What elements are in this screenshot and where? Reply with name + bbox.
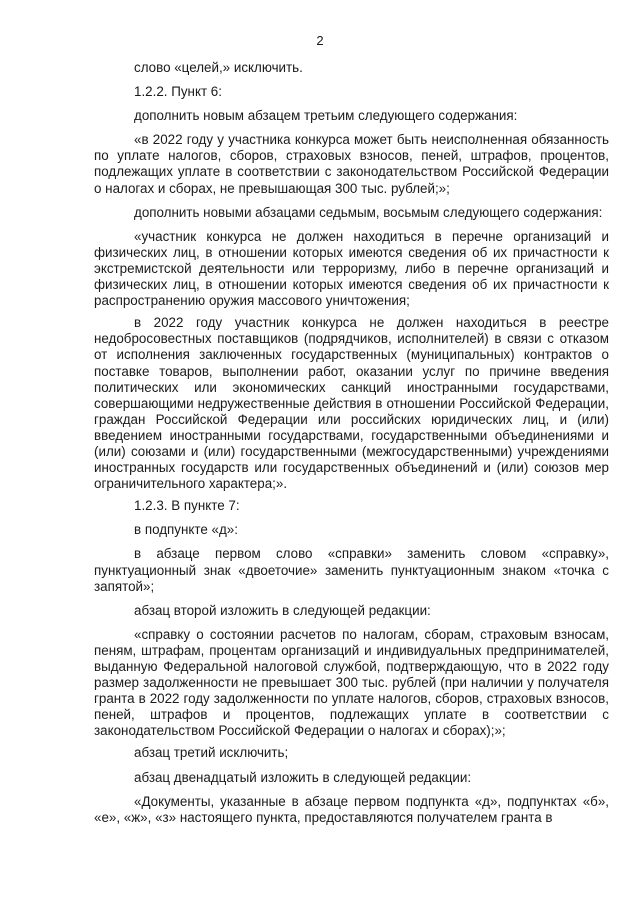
paragraph-4: «в 2022 году у участника конкурса может быть неисполненная обязанность по уплате налогов, сборов, страховых взносов, пеней, штрафов, процентов, подлежащих уплате в соответствии с законодательством Российской Федерации о налогах и сборах, не превышающая 300 тыс. рублей;»; [94,132,609,196]
paragraph-8: 1.2.3. В пункте 7: [134,498,240,514]
paragraph-12: «справку о состоянии расчетов по налогам, сборам, страховым взносам, пеням, штрафам, процентам организаций и индивидуальных предпринимателей, выданную Федеральной налоговой службой, подтверждающую, что в 2022 году размер задолженности не превышает 300 тыс. рублей (при наличии у получателя гранта в 2022 году задолженности по уплате налогов, сборов, страховых взносов, пеней, штрафов и процентов, подлежащих уплате в соответствии с законодательством Российской Федерации о налогах и сборах);»; [94,626,609,739]
page-number: 2 [316,33,324,48]
paragraph-5: дополнить новыми абзацами седьмым, восьмым следующего содержания: [134,204,603,220]
paragraph-10: в абзаце первом слово «справки» заменить словом «справку», пунктуационный знак «двоеточие» заменить пунктуационным знаком «точка с запятой»; [94,546,609,594]
paragraph-13: абзац третий исключить; [134,745,289,761]
document-body [94,60,609,834]
paragraph-9: в подпункте «д»: [134,522,238,538]
paragraph-15: «Документы, указанные в абзаце первом подпункта «д», подпунктах «б», «е», «ж», «з» настоящего пункта, предоставляются получателем гранта в [94,793,609,825]
paragraph-7: в 2022 году участник конкурса не должен находиться в реестре недобросовестных поставщиков (подрядчиков, исполнителей) в связи с отказом от исполнения заключенных государственных (муниципальных) контрактов о поставке товаров, выполнении работ, оказании услуг по причине введения политических или экономических санкций иностранными государствами, совершающими недружественные действия в отношении Российской Федерации, граждан Российской Федерации или российских юридических лиц, и (или) введением иностранными государствами, государственными объединениями и (или) союзами и (или) государственными (межгосударственными) учреждениями иностранных государств или государственных объединений и (или) союзов мер ограничительного характера;». [94,315,609,492]
paragraph-3: дополнить новым абзацем третьим следующего содержания: [134,108,518,124]
paragraph-14: абзац двенадцатый изложить в следующей редакции: [134,769,472,785]
paragraph-6: «участник конкурса не должен находиться в перечне организаций и физических лиц, в отношении которых имеются сведения об их причастности к экстремистской деятельности или терроризму, либо в перечне организаций и физических лиц, в отношении которых имеются сведения об их причастности к распространению оружия массового уничтожения; [94,228,609,309]
paragraph-1: слово «целей,» исключить. [134,60,303,75]
paragraph-11: абзац второй изложить в следующей редакции: [134,602,431,618]
paragraph-2: 1.2.2. Пункт 6: [134,84,222,100]
